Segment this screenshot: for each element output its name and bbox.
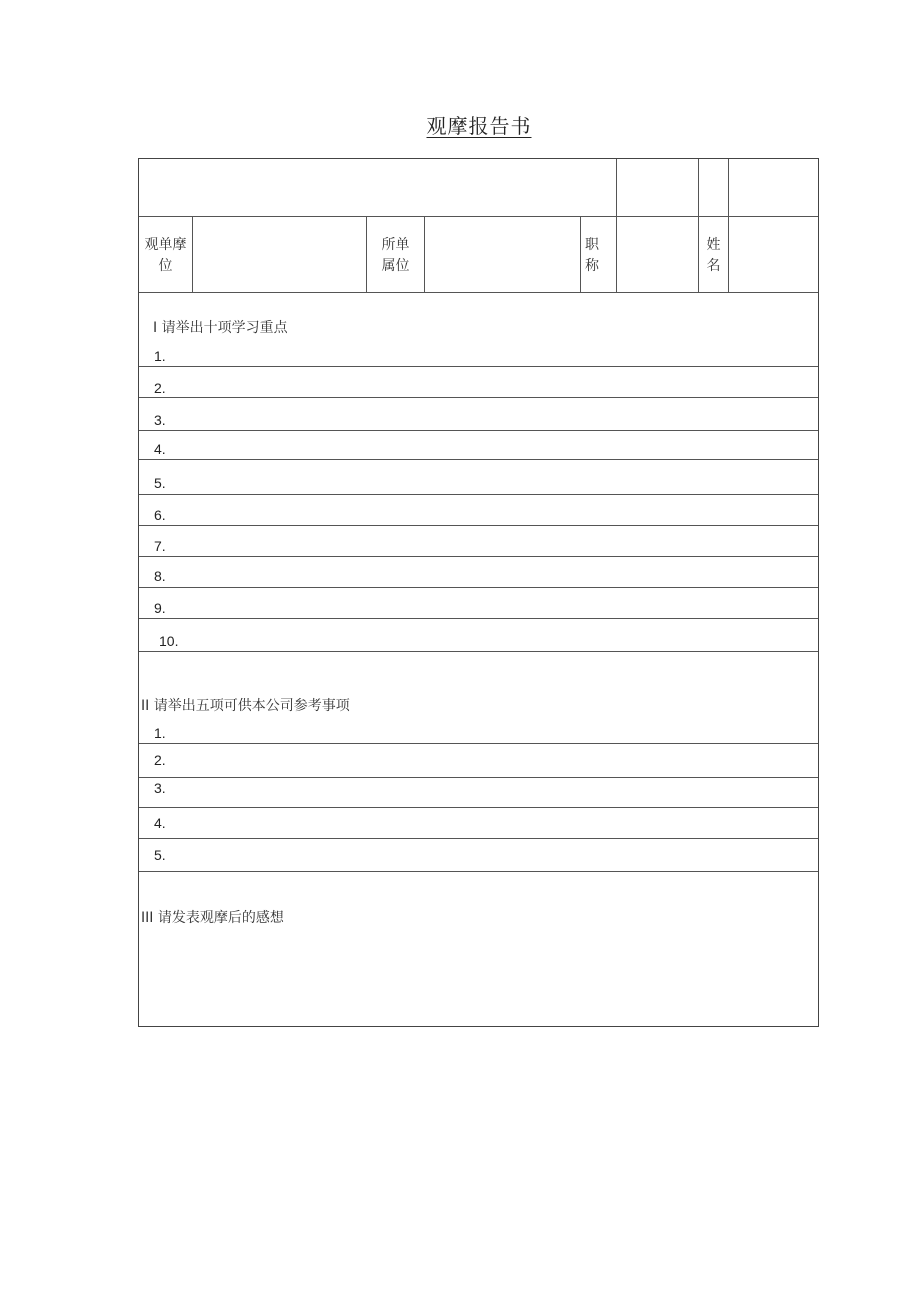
row-line — [139, 777, 818, 778]
list-item[interactable]: 4. — [154, 815, 166, 831]
list-item[interactable]: 4. — [154, 441, 166, 457]
row-line — [139, 618, 818, 619]
document-title: 观摩报告书 — [426, 114, 532, 138]
section-line — [139, 651, 818, 652]
header-divider — [616, 159, 617, 216]
section-2-heading: II 请举出五项可供本公司参考事项 — [141, 698, 350, 714]
report-form — [138, 158, 819, 1027]
list-item[interactable]: 5. — [154, 847, 166, 863]
row-line — [139, 807, 818, 808]
row-line — [139, 494, 818, 495]
row-line — [139, 459, 818, 460]
list-item[interactable]: 2. — [154, 752, 166, 768]
row-line — [139, 430, 818, 431]
section-3-heading: III 请发表观摩后的感想 — [141, 910, 284, 926]
row-line — [139, 397, 818, 398]
unit-label: 观单摩 位 — [144, 237, 187, 274]
list-item[interactable]: 10. — [159, 633, 179, 649]
row-line — [139, 743, 818, 744]
list-item[interactable]: 2. — [154, 380, 166, 396]
list-item[interactable]: 3. — [154, 412, 166, 428]
row-line — [139, 556, 818, 557]
position-label: 职 称 — [585, 237, 599, 274]
header-row-line — [139, 292, 818, 293]
remarks-area[interactable] — [141, 931, 817, 1023]
list-item[interactable]: 6. — [154, 507, 166, 523]
list-item[interactable]: 7. — [154, 538, 166, 554]
position-field[interactable] — [617, 217, 697, 291]
name-field[interactable] — [729, 217, 819, 291]
row-line — [139, 838, 818, 839]
row-line — [139, 525, 818, 526]
row-line — [139, 366, 818, 367]
affiliation-label: 所单 属位 — [381, 237, 410, 274]
list-item[interactable]: 8. — [154, 568, 166, 584]
section-line — [139, 871, 818, 872]
list-item[interactable]: 3. — [154, 780, 166, 796]
affiliation-field[interactable] — [425, 217, 579, 291]
list-item[interactable]: 9. — [154, 600, 166, 616]
list-item[interactable]: 1. — [154, 348, 166, 364]
row-line — [139, 587, 818, 588]
section-1-heading: I 请举出十项学习重点 — [153, 320, 288, 336]
name-label: 姓 名 — [706, 237, 721, 274]
list-item[interactable]: 5. — [154, 475, 166, 491]
unit-field[interactable] — [193, 217, 365, 291]
list-item[interactable]: 1. — [154, 725, 166, 741]
